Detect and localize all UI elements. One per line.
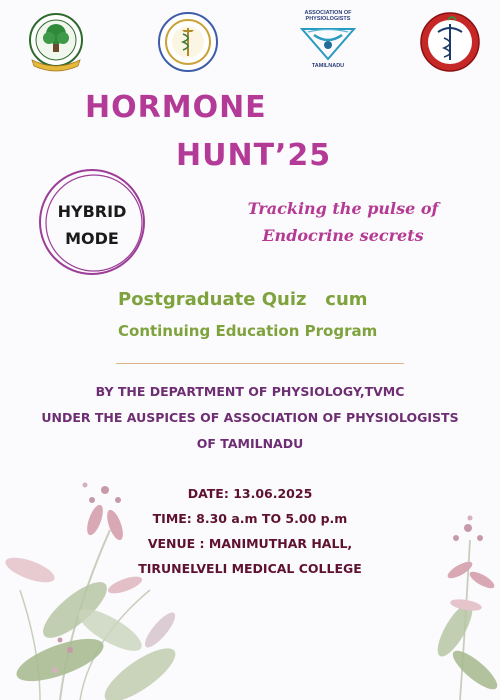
event-venue-line2: TIRUNELVELI MEDICAL COLLEGE xyxy=(138,561,362,576)
floral-decoration-right xyxy=(420,510,500,700)
event-venue-line1: VENUE : MANIMUTHAR HALL, xyxy=(147,536,353,551)
medical-caduceus-logo xyxy=(418,10,482,74)
program-subtitle: Continuing Education Program xyxy=(118,322,378,340)
organizer-line3: OF TAMILNADU xyxy=(196,436,304,451)
tagline-line1: Tracking the pulse of xyxy=(247,199,439,218)
hybrid-mode-line2: MODE xyxy=(65,229,119,248)
event-time: TIME: 8.30 a.m TO 5.00 p.m xyxy=(152,511,348,526)
divider xyxy=(116,363,404,364)
event-title-line1: HORMONE xyxy=(85,90,267,125)
hybrid-mode-line1: HYBRID xyxy=(57,202,127,221)
medical-college-seal xyxy=(156,10,220,74)
event-tagline xyxy=(234,195,452,249)
program-title: Postgraduate Quiz cum xyxy=(118,289,368,310)
event-date: DATE: 13.06.2025 xyxy=(187,486,313,501)
tvmc-college-logo xyxy=(24,10,88,74)
association-logo-subtext: TAMILNADU xyxy=(311,62,345,69)
event-title-line2: HUNT’25 xyxy=(176,138,332,173)
association-logo-text: ASSOCIATION OF PHYSIOLOGISTS xyxy=(304,10,352,23)
floral-decoration-left xyxy=(0,470,200,700)
organizer-line1: BY THE DEPARTMENT OF PHYSIOLOGY,TVMC xyxy=(95,384,405,399)
hybrid-mode-badge xyxy=(33,198,151,252)
tagline-line2: Endocrine secrets xyxy=(262,226,424,245)
organizer-line2: UNDER THE AUSPICES OF ASSOCIATION OF PHYSIOLOGISTS xyxy=(41,410,459,425)
association-of-physiologists-logo xyxy=(292,10,364,74)
